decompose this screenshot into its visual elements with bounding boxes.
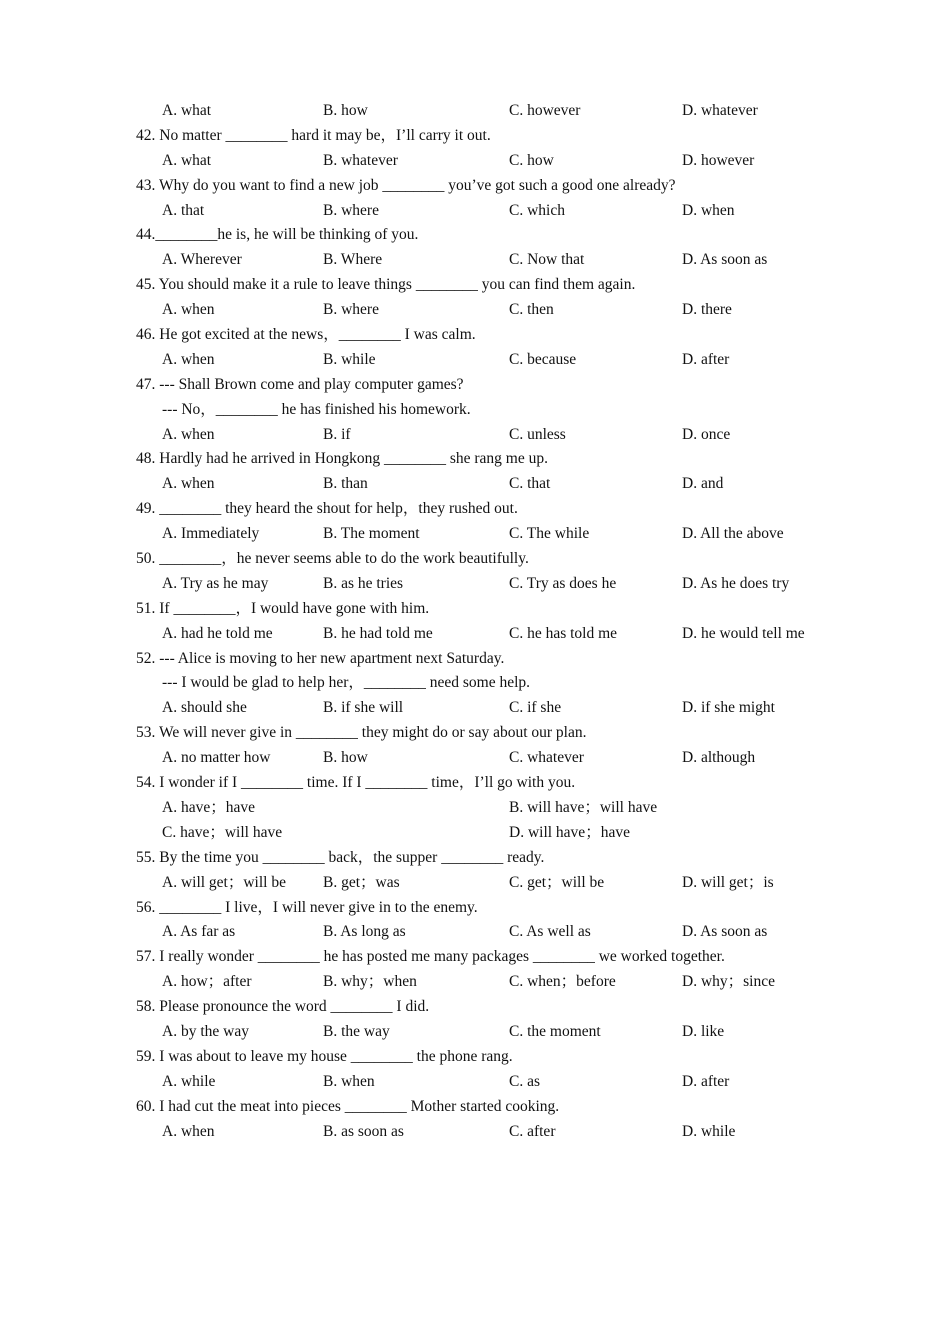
answer-option: B. than [323, 475, 368, 493]
answer-option: B. if she will [323, 699, 404, 717]
question-stem: 43. Why do you want to find a new job ________ you’ve got such a good one already? [136, 176, 676, 194]
answer-options [136, 821, 836, 846]
answer-options [136, 920, 836, 945]
answer-options [136, 472, 836, 497]
answer-option: C. however [509, 102, 581, 119]
answer-option: D. there [682, 301, 732, 319]
answer-options [136, 622, 836, 647]
question-stem: 49. ________ they heard the shout for help，they rushed out. [136, 500, 518, 518]
answer-option: A. will get；will be [162, 873, 286, 891]
answer-option: C. he has told me [509, 624, 618, 642]
answer-option: A. while [162, 1072, 216, 1090]
answer-options [136, 746, 836, 771]
question-stem: 55. By the time you ________ back，the supper ________ ready. [136, 848, 545, 866]
answer-option: B. where [323, 201, 379, 219]
answer-options [136, 199, 836, 224]
answer-option: D. All the above [682, 525, 784, 543]
answer-option: B. The moment [323, 525, 420, 543]
answer-option: A. Immediately [162, 525, 260, 543]
answer-option: C. Now that [509, 251, 585, 269]
question-stem: 51. If ________，I would have gone with him. [136, 599, 430, 617]
question-stem: 59. I was about to leave my house ________ the phone rang. [136, 1047, 513, 1065]
answer-options [136, 522, 836, 547]
answer-option: D. As soon as [682, 251, 768, 269]
answer-option: D. after [682, 1072, 730, 1090]
answer-option: A. what [162, 151, 212, 169]
answer-option: D. like [682, 1022, 725, 1040]
question-stem: 57. I really wonder ________ he has posted me many packages ________ we worked together. [136, 948, 725, 966]
answer-options [136, 423, 836, 448]
answer-options [136, 1020, 836, 1045]
question-dialogue-line: --- No，________ he has finished his homework. [162, 400, 471, 418]
question-dialogue-line: --- I would be glad to help her，________ need some help. [162, 674, 531, 692]
answer-option: D. whatever [682, 102, 758, 119]
answer-option: A. should she [162, 699, 247, 717]
answer-option: D. after [682, 350, 730, 368]
answer-option: A. no matter how [162, 749, 271, 767]
answer-option: C. then [509, 301, 554, 319]
answer-options [136, 348, 836, 373]
answer-option: B. the way [323, 1022, 390, 1040]
answer-option: B. where [323, 301, 379, 319]
answer-option: C. as [509, 1072, 540, 1090]
answer-option: D. although [682, 749, 756, 767]
question-list [136, 99, 836, 1144]
answer-option: C. that [509, 475, 551, 493]
answer-options [136, 1070, 836, 1095]
answer-option: D. once [682, 425, 731, 443]
answer-options [136, 796, 836, 821]
answer-option: B. get；was [323, 873, 400, 891]
answer-option: D. when [682, 201, 735, 219]
answer-option: B. whatever [323, 151, 398, 169]
answer-option: A. Wherever [162, 251, 242, 269]
answer-option: C. As well as [509, 923, 591, 941]
answer-option: C. have；will have [162, 823, 283, 841]
answer-option: C. after [509, 1122, 556, 1140]
answer-option: A. when [162, 301, 215, 319]
answer-options [136, 970, 836, 995]
answer-option: C. when；before [509, 973, 616, 991]
question-stem: 42. No matter ________ hard it may be，I’ll carry it out. [136, 126, 491, 144]
question-stem: 54. I wonder if I ________ time. If I ________ time，I’ll go with you. [136, 774, 576, 792]
answer-option: D. he would tell me [682, 624, 805, 642]
answer-option: B. As long as [323, 923, 406, 941]
answer-option: C. The while [509, 525, 590, 543]
answer-option: A. Try as he may [162, 574, 269, 592]
answer-option: B. while [323, 350, 376, 368]
answer-option: C. whatever [509, 749, 584, 767]
answer-option: B. if [323, 425, 351, 443]
answer-options [136, 572, 836, 597]
answer-options [136, 696, 836, 721]
answer-option: C. Try as does he [509, 574, 617, 592]
answer-option: C. unless [509, 425, 566, 443]
question-stem: 48. Hardly had he arrived in Hongkong ________ she rang me up. [136, 450, 548, 468]
answer-option: B. as he tries [323, 574, 404, 592]
question-stem: 58. Please pronounce the word ________ I did. [136, 998, 430, 1016]
answer-option: C. which [509, 201, 565, 219]
answer-options [136, 149, 836, 174]
question-stem: 46. He got excited at the news，________ I was calm. [136, 326, 476, 344]
answer-options [136, 248, 836, 273]
question-stem: 56. ________ I live，I will never give in to the enemy. [136, 898, 478, 916]
answer-option: C. the moment [509, 1022, 601, 1040]
question-stem: 60. I had cut the meat into pieces ________ Mother started cooking. [136, 1097, 560, 1115]
answer-option: C. if she [509, 699, 562, 717]
answer-option: C. get；will be [509, 873, 605, 891]
question-stem: 45. You should make it a rule to leave things ________ you can find them again. [136, 276, 636, 294]
answer-option: C. how [509, 151, 554, 169]
answer-option: D. As he does try [682, 574, 790, 592]
answer-option: B. as soon as [323, 1122, 404, 1140]
answer-option: A. what [162, 102, 212, 119]
answer-option: D. will have；have [509, 823, 630, 841]
answer-option: D. however [682, 151, 755, 169]
answer-option: A. when [162, 425, 215, 443]
answer-options [136, 298, 836, 323]
answer-options [136, 871, 836, 896]
answer-option: A. when [162, 475, 215, 493]
answer-option: A. when [162, 350, 215, 368]
answer-option: B. he had told me [323, 624, 433, 642]
answer-options [136, 99, 836, 124]
question-stem: 44.________he is, he will be thinking of you. [136, 226, 419, 244]
answer-option: A. As far as [162, 923, 236, 941]
question-stem: 50. ________，he never seems able to do the work beautifully. [136, 550, 529, 568]
answer-option: A. by the way [162, 1022, 249, 1040]
answer-option: A. how；after [162, 973, 252, 991]
answer-option: C. because [509, 350, 577, 368]
answer-option: B. how [323, 102, 368, 119]
answer-option: B. why；when [323, 973, 417, 991]
answer-option: D. why；since [682, 973, 775, 991]
answer-option: B. when [323, 1072, 375, 1090]
answer-option: D. will get；is [682, 873, 774, 891]
answer-option: D. and [682, 475, 724, 493]
answer-option: B. how [323, 749, 368, 767]
question-stem: 52. --- Alice is moving to her new apartment next Saturday. [136, 649, 505, 667]
answer-option: A. had he told me [162, 624, 273, 642]
question-stem: 47. --- Shall Brown come and play computer games? [136, 375, 464, 393]
question-stem: 53. We will never give in ________ they might do or say about our plan. [136, 724, 587, 742]
answer-option: D. As soon as [682, 923, 768, 941]
answer-option: B. Where [323, 251, 383, 269]
answer-option: A. when [162, 1122, 215, 1140]
answer-option: A. have；have [162, 798, 255, 816]
answer-option: D. if she might [682, 699, 775, 717]
answer-option: B. will have；will have [509, 798, 658, 816]
answer-option: D. while [682, 1122, 736, 1140]
answer-options [136, 1120, 836, 1145]
answer-option: A. that [162, 201, 205, 219]
